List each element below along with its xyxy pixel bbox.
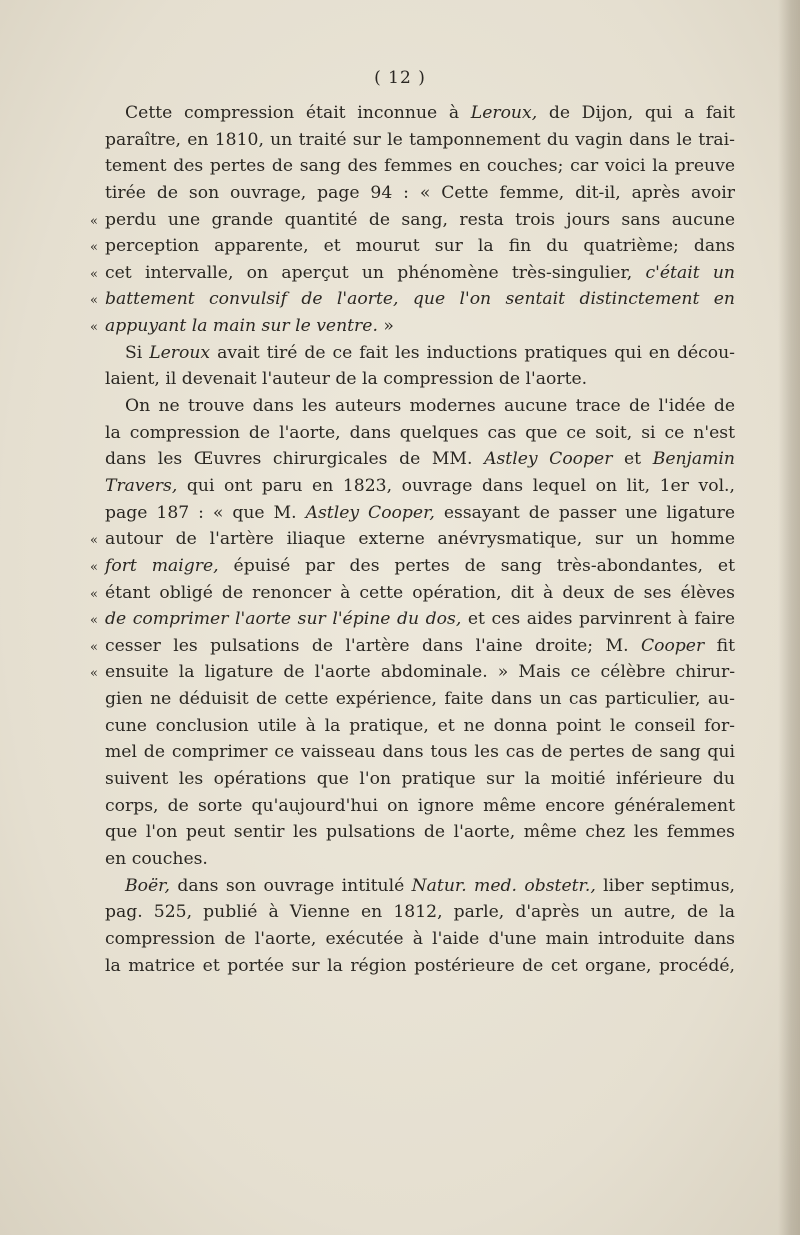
text-line: [105, 846, 735, 873]
text-run: cesser les pulsations de l'artère dans l'aine droite; M.: [105, 635, 641, 656]
body-text: [90, 100, 736, 979]
text-line: [90, 207, 735, 234]
text-run: corps, de sorte qu'aujourd'hui on ignore même encore généralement: [105, 795, 735, 816]
text-run: Si: [125, 342, 150, 363]
text-run: liber septimus,: [595, 875, 735, 896]
italic-text: appuyant la main sur le ventre.: [105, 316, 378, 337]
text-line: [105, 500, 735, 527]
text-line: [90, 313, 735, 340]
text-run: fit: [704, 635, 735, 656]
text-line: [105, 739, 735, 766]
text-run: la matrice et portée sur la région postérieure de cet organe, procédé,: [105, 955, 735, 976]
text-line: [90, 526, 735, 553]
text-run: avait tiré de ce fait les inductions pratiques qui en décou-: [210, 342, 735, 363]
text-run: suivent les opérations que l'on pratique sur la moitié inférieure du: [105, 769, 735, 790]
quote-mark: «: [90, 666, 98, 682]
text-run: perception apparente, et mourut sur la fin du quatrième; dans: [105, 236, 735, 257]
text-run: que l'on peut sentir les pulsations de l'aorte, même chez les femmes: [105, 822, 735, 843]
text-run: »: [377, 316, 394, 337]
italic-text: Astley Cooper: [484, 449, 613, 470]
text-run: compression de l'aorte, exécutée à l'aide d'une main introduite dans: [105, 928, 735, 949]
text-run: étant obligé de renoncer à cette opération, dit à deux de ses élèves: [105, 582, 735, 603]
italic-text: de comprimer l'aorte sur l'épine du dos,: [105, 609, 462, 630]
quote-mark: «: [90, 559, 98, 575]
text-line: [105, 366, 735, 393]
text-line: [105, 180, 735, 207]
text-line: [90, 260, 735, 287]
text-line: [105, 873, 735, 900]
text-line: [90, 659, 735, 686]
text-run: paraître, en 1810, un traité sur le tamponnement du vagin dans le trai-: [105, 129, 735, 150]
quote-mark: «: [90, 240, 98, 256]
italic-text: Travers,: [105, 475, 178, 496]
text-line: [105, 899, 735, 926]
text-line: [105, 340, 735, 367]
quote-mark: «: [90, 320, 98, 336]
text-line: [90, 286, 735, 313]
text-run: pag. 525, publié à Vienne en 1812, parle, d'après un autre, de la: [105, 902, 735, 923]
italic-text: Cooper: [640, 635, 705, 656]
text-run: ensuite la ligature de l'aorte abdominale. » Mais ce célèbre chirur-: [105, 662, 735, 683]
italic-text: Boër,: [125, 875, 170, 896]
text-line: [105, 953, 735, 980]
page-number: ( 12 ): [374, 68, 426, 88]
text-line: [105, 766, 735, 793]
text-line: [105, 446, 735, 473]
text-line: [105, 819, 735, 846]
text-line: [90, 633, 735, 660]
italic-text: Natur. med. obstetr.,: [411, 875, 596, 896]
quote-mark: «: [90, 613, 98, 629]
text-run: laient, il devenait l'auteur de la compression de l'aorte.: [105, 369, 588, 390]
text-line: [105, 793, 735, 820]
text-line: [105, 926, 735, 953]
italic-text: fort maigre,: [105, 555, 219, 576]
text-run: qui ont paru en 1823, ouvrage dans lequel on lit, 1er vol.,: [177, 475, 735, 496]
text-run: Cette compression était inconnue à: [125, 103, 471, 123]
italic-text: c'était un: [645, 262, 735, 283]
text-run: perdu une grande quantité de sang, resta trois jours sans aucune: [105, 209, 735, 230]
text-line: [105, 686, 735, 713]
text-run: dans les Œuvres chirurgicales de MM.: [105, 449, 485, 470]
text-run: la compression de l'aorte, dans quelques cas que ce soit, si ce n'est: [105, 422, 735, 443]
text-run: dans son ouvrage intitulé: [169, 875, 412, 896]
text-line: [90, 233, 735, 260]
italic-text: Leroux,: [470, 103, 538, 123]
italic-text: Astley Cooper,: [305, 502, 435, 523]
text-line: [90, 606, 735, 633]
text-run: autour de l'artère iliaque externe anévrysmatique, sur un homme: [105, 529, 735, 550]
page-edge-shadow: [778, 0, 800, 1235]
italic-text: Leroux: [149, 342, 211, 363]
text-line: [105, 153, 735, 180]
text-run: page 187 : « que M.: [105, 502, 306, 523]
text-run: épuisé par des pertes de sang très-abondantes, et: [218, 555, 735, 576]
text-run: et: [612, 449, 653, 470]
text-line: [105, 127, 735, 154]
text-run: gien ne déduisit de cette expérience, faite dans un cas particulier, au-: [105, 689, 735, 710]
text-line: [105, 393, 735, 420]
quote-mark: «: [90, 293, 98, 309]
text-run: tement des pertes de sang des femmes en couches; car voici la preuve: [105, 156, 735, 177]
text-line: [105, 713, 735, 740]
text-run: cet intervalle, on aperçut un phénomène très-singulier,: [105, 262, 646, 283]
text-line: [90, 553, 735, 580]
text-run: et ces aides parvinrent à faire: [461, 609, 735, 630]
text-run: cune conclusion utile à la pratique, et ne donna point le conseil for-: [105, 715, 735, 736]
text-run: tirée de son ouvrage, page 94 : « Cette femme, dit-il, après avoir: [105, 182, 735, 203]
quote-mark: «: [90, 266, 98, 282]
quote-mark: «: [90, 533, 98, 549]
text-line: [90, 580, 735, 607]
text-line: [105, 100, 735, 127]
quote-mark: «: [90, 586, 98, 602]
text-run: de Dijon, qui a fait: [537, 103, 735, 123]
text-run: mel de comprimer ce vaisseau dans tous les cas de pertes de sang qui: [105, 742, 735, 763]
text-line: [105, 473, 735, 500]
italic-text: battement convulsif de l'aorte, que l'on sentait distinctement en: [105, 289, 735, 310]
quote-mark: «: [90, 213, 98, 229]
italic-text: Benjamin: [652, 449, 735, 470]
text-run: essayant de passer une ligature: [434, 502, 736, 523]
text-line: [105, 420, 735, 447]
text-run: en couches.: [105, 848, 208, 869]
text-run: On ne trouve dans les auteurs modernes aucune trace de l'idée de: [125, 396, 735, 417]
quote-mark: «: [90, 639, 98, 655]
